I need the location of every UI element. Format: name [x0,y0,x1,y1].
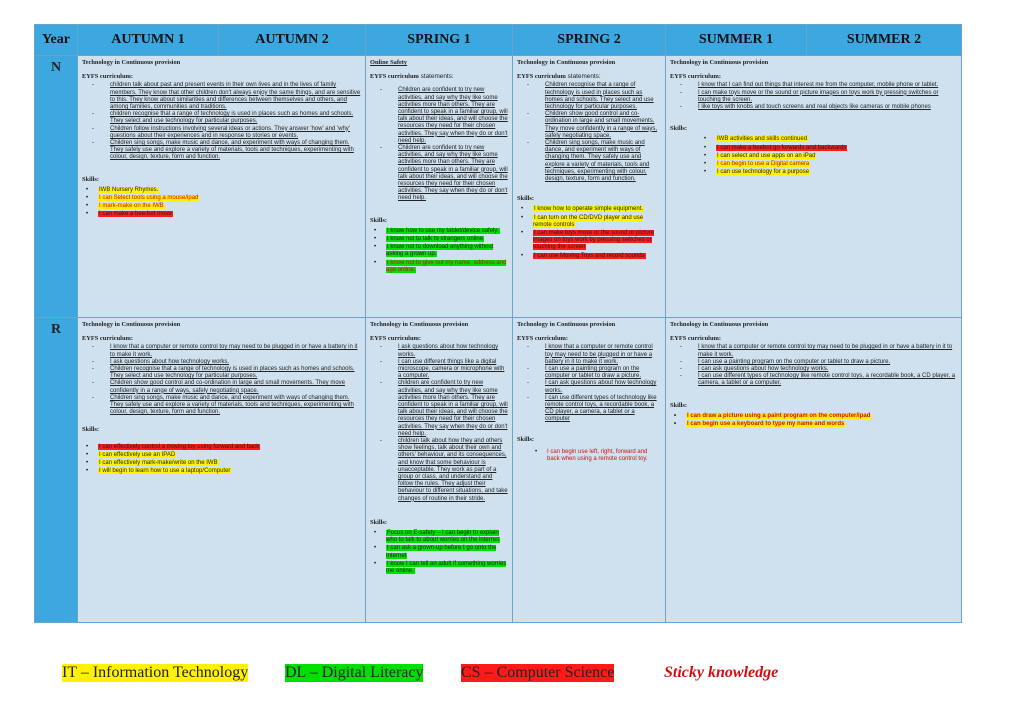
n-spring1-cell [366,56,513,318]
r-spring1-skill: • Focus on E-safety – I can begin to explain who to talk to about worries on the internet [386,530,508,544]
n-spring2-skills-label: Skills: [517,195,535,203]
r-autumn-skills-label: Skills: [82,426,100,434]
n-summer-title: Technology in Continuous provision [670,59,769,66]
n-spring2-skill: • I can make toys move or the sound or picture images on toys work by pressing switches or touching the screen [533,230,661,252]
r-summer-item: - I can use different types of technology like remote control toys, a recordable book, a CD player, a camera, a tablet or a computer. [698,373,957,387]
n-autumn-item: - Children follow instructions involving several ideas or actions. They answer 'how' and 'why' questions about their experiences and in response to stories or events. [110,126,361,140]
r-autumn-skill: • I can effectively mark-make/write on the IWB [98,460,361,467]
n-summer-item: - I like toys with knobs and touch screens and real objects like cameras or mobile phones [698,104,957,111]
n-spring2-item: - Children sing songs, make music and dance, and experiment with ways of changing them. They safely use and explore a variety of materials, tools and techniques, experimenting with colour, design, texture, form and function. [545,140,661,183]
r-summer-skill: • I can begin use a keyboard to type my name and words [686,421,957,428]
r-summer-skills-label: Skills: [670,401,688,409]
n-spring1-skill: • I know not to talk to strangers online [386,236,508,243]
n-spring1-skill: • I know not to give out my name, address and age online. [386,260,508,274]
r-spring1-title: Technology in Continuous provision [370,321,469,328]
n-summer-skill: • I can use technology for a purpose [716,169,957,176]
n-autumn-cell [78,56,366,318]
r-summer-skill: • I can draw a picture using a paint program on the computer/ipad [686,413,957,420]
n-spring2-eyfs: EYFS curriculum statements: [517,73,601,81]
summer1-header: SUMMER 1 [666,25,807,56]
r-autumn-skill: • I will begin to learn how to use a laptop/Computer [98,468,361,475]
r-spring2-skills-label: Skills: [517,435,535,443]
n-spring2-cell [513,56,666,318]
n-autumn-skill: • IWB Nursery Rhymes. [98,187,361,194]
n-autumn-title: Technology in Continuous provision [82,59,181,66]
n-autumn-item: - Children sing songs, make music and dance, and experiment with ways of changing them. They safely use and explore a variety of materials, tools and techniques, experimenting with colour, design, texture, form and function. [110,140,361,162]
n-summer-cell [666,56,962,318]
r-summer-item: - I can ask questions about how technology works. [698,366,957,373]
r-spring1-item: - I ask questions about how technology works. [398,344,508,358]
legend-sticky-knowledge: Sticky knowledge [664,664,779,681]
n-spring2-item: - Children recognise that a range of technology is used in places such as homes and schools. They select and use technology for particular purposes. [545,82,661,111]
n-autumn-skill: • I can make a bee-bot move [98,211,361,218]
r-autumn-item: - I ask questions about how technology works. [110,359,361,366]
legend-it: IT – Information Technology [62,664,249,681]
n-spring2-item: - Children show good control and co-ordination in large and small movements. They move confidently in a range of ways, safely negotiating space. [545,111,661,140]
r-autumn-skill: • I can effectively control a moving toy using forward and back [98,444,361,451]
autumn1-header: AUTUMN 1 [78,25,219,56]
n-autumn-skill: • I can Select tools using a mouse/ipad [98,195,361,202]
r-spring1-item: - I can use different things like a digital microscope, camera or microphone with a computer. [398,359,508,381]
n-summer-item: - I can make toys move or the sound or picture images on toys work by pressing switches or touching the screen. [698,90,957,104]
r-autumn-item: - I know that a computer or remote control toy may need to be plugged in or have a battery in it to make it work. [110,344,361,358]
year-header: Year [35,25,78,56]
n-summer-skill: • IWB activities and skills continued [716,136,957,143]
curriculum-grid [34,24,962,623]
r-autumn-eyfs: EYFS curriculum: [82,335,133,343]
r-spring1-cell [366,318,513,623]
year-n-label: N [35,56,78,318]
r-autumn-skill: • I can effectively use an IPAD [98,452,361,459]
n-spring1-item: - Children are confident to try new activities, and say why they like some activities more than others. They are confident to speak in a familiar group, will talk about their ideas, and will choose the resources they need for their chosen activities. They say when they do or don't need help. [398,145,508,203]
r-spring1-item: - children are confident to try new activities, and say why they like some activities more than others. They are confident to speak in a familiar group, will talk about their ideas, and will choose the resources they need for their chosen activities. They say when they do or don't need help. [398,380,508,438]
n-autumn-skill: • I mark-make on the IWB [98,203,361,210]
r-spring2-item: - I can use different types of technology like remote control toys, a recordable book, a CD player, a camera, a tablet or a computer [545,395,661,424]
r-spring1-eyfs: EYFS curriculum: [370,335,421,343]
r-spring1-skills-label: Skills: [370,518,388,526]
r-spring2-item: - I know that a computer or remote control toy may need to be plugged in or have a battery in it to make it work. [545,344,661,366]
r-summer-title: Technology in Continuous provision [670,321,769,328]
n-spring2-skill: • I can turn on the CD/DVD player and use remote controls [533,215,661,229]
r-spring2-eyfs: EYFS curriculum: [517,335,568,343]
r-autumn-cell [78,318,366,623]
n-spring1-eyfs: EYFS curriculum statements: [370,73,454,81]
r-spring2-title: Technology in Continuous provision [517,321,616,328]
n-autumn-item: - children talk about past and present events in their own lives and in the lives of family members. They know that other children don't always enjoy the same things, and are sensitive to this. They know about similarities and differences between themselves and others, and among families, communities and traditions. [110,82,361,111]
n-summer-skill: • I can begin to use a Digital camera [716,161,957,168]
r-spring2-item: - I can use a painting program on the computer or tablet to draw a picture. [545,366,661,380]
r-summer-item: - I can use a painting program on the computer or tablet to draw a picture. [698,359,957,366]
legend-cs: CS – Computer Science [461,664,615,681]
n-summer-skill: • I can make a beebot go forwards and backwards [716,145,957,152]
n-spring1-item: - Children are confident to try new activities, and say why they like some activities more than others. They are confident to speak in a familiar group, will talk about their ideas, and will choose the resources they need for their chosen activities. They say when they do or don't need help. [398,87,508,145]
n-autumn-item: - children recognise that a range of technology is used in places such as homes and schools. They select and use technology for particular purposes. [110,111,361,125]
n-autumn-eyfs: EYFS curriculum: [82,73,133,81]
n-spring1-title: Online Safety [370,59,408,66]
r-spring1-skill: • I can ask a grown-up before I go onto the Internet [386,545,508,559]
n-spring1-skill: • I know not to download anything without asking a grown up. [386,244,508,258]
r-autumn-title: Technology in Continuous provision [82,321,181,328]
r-autumn-item: - Children sing songs, make music and dance, and experiment with ways of changing them. They safely use and explore a variety of materials, tools and techniques, experimenting with colour, design, texture, form and function. [110,395,361,417]
spring2-header: SPRING 2 [513,25,666,56]
n-spring2-skill: • I can use Moving Toys and record sounds [533,253,661,260]
n-summer-item: - I know that I can find out things that interest me from the computer, mobile phone or tablet. [698,82,957,89]
r-spring2-item: - I can ask questions about how technology works. [545,380,661,394]
n-autumn-skills-label: Skills: [82,175,100,183]
summer2-header: SUMMER 2 [807,25,962,56]
n-spring2-title: Technology in Continuous provision [517,59,616,66]
r-summer-eyfs: EYFS curriculum: [670,335,721,343]
n-summer-eyfs: EYFS curriculum: [670,73,721,81]
n-spring1-skill: • I know how to use my tablet/device safely. [386,228,508,235]
n-summer-skills-label: Skills: [670,125,688,133]
r-spring1-skill: • I know I can tell an adult if something worries me online. [386,561,508,575]
r-autumn-item: - Children show good control and co-ordination in large and small movements. They move confidently in a range of ways, safely negotiating space. [110,380,361,394]
legend-dl: DL – Digital Literacy [285,664,424,681]
spring1-header: SPRING 1 [366,25,513,56]
r-spring2-skill: • I can begin use left, right, forward and back when using a remote control toy. [547,449,661,463]
autumn2-header: AUTUMN 2 [219,25,366,56]
r-summer-item: - I know that a computer or remote control toy may need to be plugged in or have a battery in it to make it work. [698,344,957,358]
n-spring1-skills-label: Skills: [370,216,388,224]
n-spring2-skill: • I know how to operate simple equipment. [533,206,661,213]
r-summer-cell [666,318,962,623]
r-autumn-item: - Children recognise that a range of technology is used in places such as homes and schools. They select and use technology for particular purposes. [110,366,361,380]
r-spring1-item: - children talk about how they and others show feelings, talk about their own and others' behaviour, and its consequences, and know that some behaviour is unacceptable. They work as part of a group or class, and understand and follow the rules. They adjust their behaviour to different situations, and take changes of routine in their stride. [398,438,508,503]
r-spring2-cell [513,318,666,623]
n-summer-skill: • I can select and use apps on an iPad [716,153,957,160]
year-r-label: R [35,318,78,623]
